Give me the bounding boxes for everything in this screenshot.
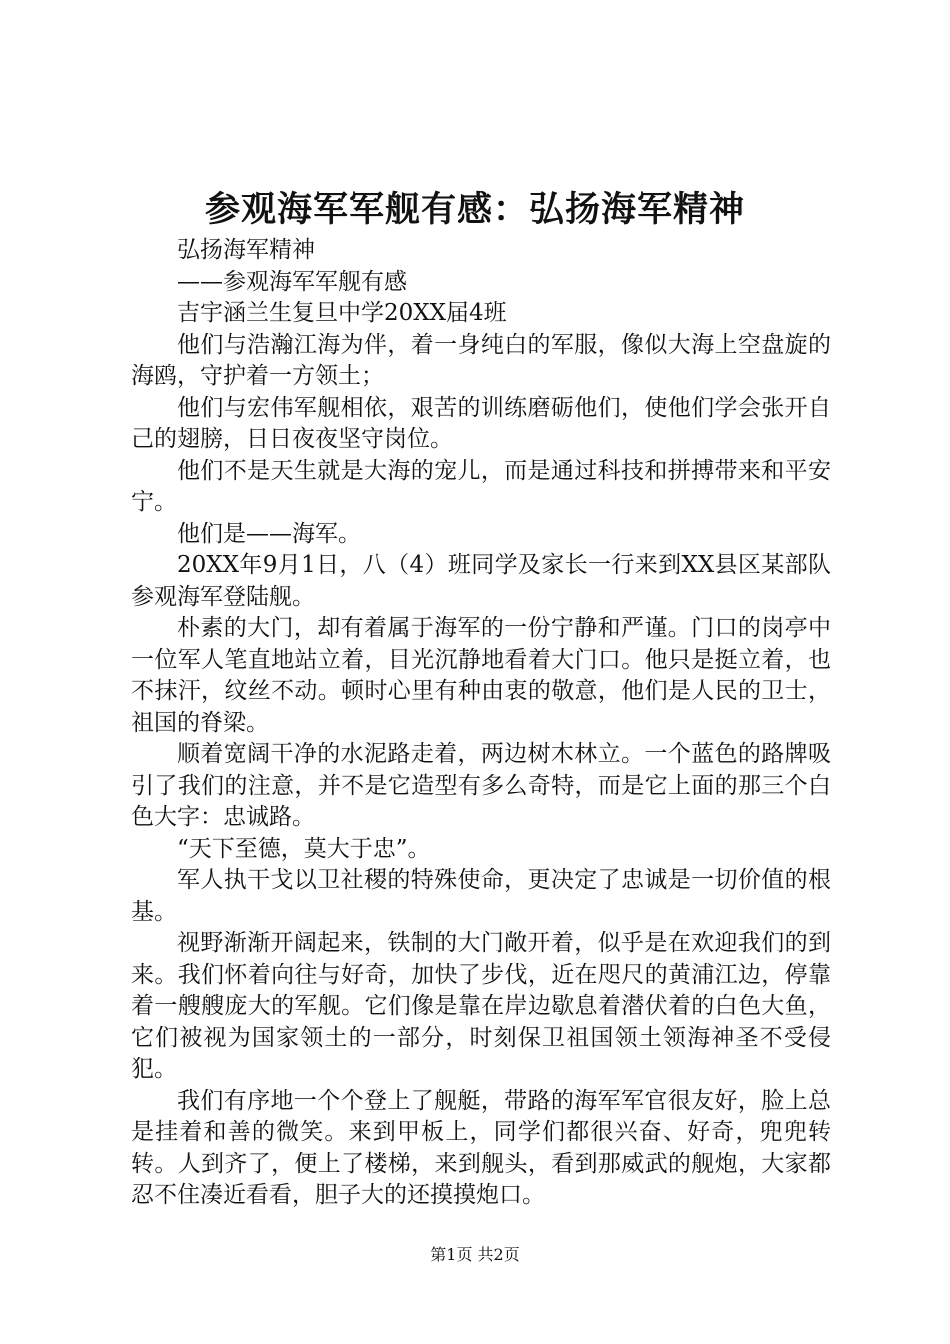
paragraph: 顺着宽阔干净的水泥路走着，两边树木林立。一个蓝色的路牌吸引了我们的注意，并不是它造型有多么奇特，而是它上面的那三个白色大字：忠诚路。 — [131, 741, 831, 830]
paragraph: 他们不是天生就是大海的宠儿，而是通过科技和拼搏带来和平安宁。 — [131, 457, 831, 515]
paragraph: 他们与浩瀚江海为伴，着一身纯白的军服，像似大海上空盘旋的海鸥，守护着一方领土； — [131, 331, 831, 389]
paragraph: ——参观海军军舰有感 — [177, 268, 407, 295]
paragraph: 20XX年9月1日，八（4）班同学及家长一行来到XX县区某部队参观海军登陆舰。 — [131, 552, 831, 610]
document-body — [131, 235, 831, 1212]
document-title: 参观海军军舰有感：弘扬海军精神 — [204, 189, 745, 230]
paragraph: 我们有序地一个个登上了舰艇，带路的海军军官很友好，脸上总是挂着和善的微笑。来到甲板上，同学们都很兴奋、好奇，兜兜转转。人到齐了，便上了楼梯，来到舰头，看到那威武的舰炮，大家都忍不住凑近看看，胆子大的还摸摸炮口。 — [131, 1087, 831, 1208]
paragraph: 他们是——海军。 — [177, 520, 361, 547]
paragraph: 朴素的大门，却有着属于海军的一份宁静和严谨。门口的岗亭中一位军人笔直地站立着，目光沉静地看着大门口。他只是挺立着，也不抹汗，纹丝不动。顿时心里有种由衷的敬意，他们是人民的卫士，祖国的脊梁。 — [131, 615, 831, 736]
page-footer: 第1页 共2页 — [430, 1245, 520, 1264]
paragraph: 他们与宏伟军舰相依，艰苦的训练磨砺他们，使他们学会张开自己的翅膀，日日夜夜坚守岗位。 — [131, 394, 831, 452]
paragraph: 视野渐渐开阔起来，铁制的大门敞开着，似乎是在欢迎我们的到来。我们怀着向往与好奇，加快了步伐，近在咫尺的黄浦江边，停靠着一艘艘庞大的军舰。它们像是靠在岸边歇息着潜伏着的白色大鱼，它们被视为国家领土的一部分，时刻保卫祖国领土领海神圣不受侵犯。 — [131, 930, 831, 1082]
paragraph: 弘扬海军精神 — [177, 237, 315, 263]
paragraph: 吉宇涵兰生复旦中学20XX届4班 — [177, 300, 507, 326]
paragraph: “天下至德，莫大于忠”。 — [177, 835, 431, 862]
paragraph: 军人执干戈以卫社稷的特殊使命，更决定了忠诚是一切价值的根基。 — [131, 867, 831, 925]
